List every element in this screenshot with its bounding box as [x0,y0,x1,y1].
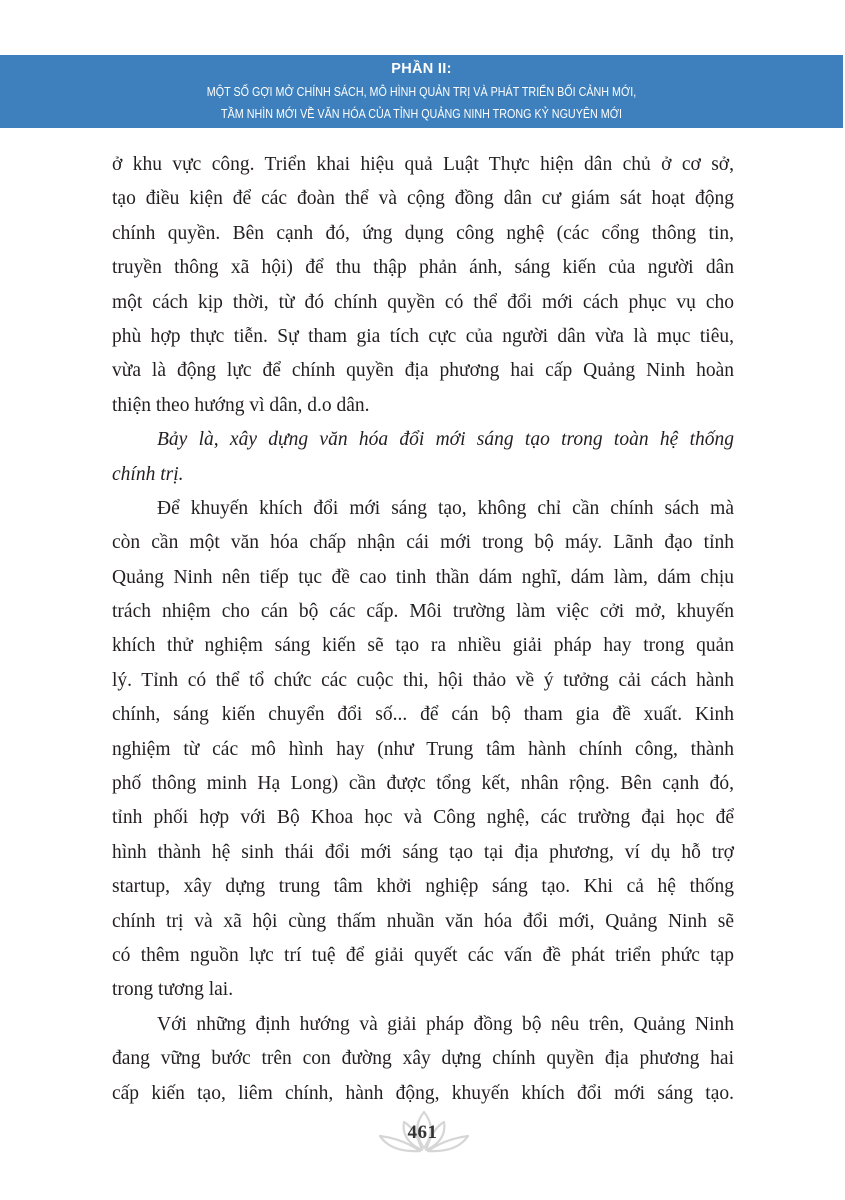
text-line: Để khuyến khích đổi mới sáng tạo, không chỉ cần chính sách mà [157,497,734,519]
text-line: ở khu vực công. Triển khai hiệu quả Luật Thực hiện dân chủ ở cơ sở, [112,154,734,175]
text-line: lý. Tỉnh có thể tổ chức các cuộc thi, hội thảo về ý tưởng cải cách hành [112,669,734,691]
text-line: cấp kiến tạo, liêm chính, hành động, khuyến khích đổi mới sáng tạo. [112,1082,734,1104]
text-line: khích thử nghiệm sáng kiến sẽ tạo ra nhiều giải pháp hay trong quản [112,635,734,657]
text-line: một cách kịp thời, từ đó chính quyền có thể đổi mới cách phục vụ cho [112,291,734,313]
text-line: chính trị và xã hội cùng thấm nhuần văn hóa đổi mới, Quảng Ninh sẽ [112,910,734,932]
text-line: Quảng Ninh nên tiếp tục đề cao tinh thần dám nghĩ, dám làm, dám chịu [112,566,734,588]
page-number: 461 [407,1122,438,1143]
text-line: trong tương lai. [112,979,234,1001]
part-subtitle-line-2: TẦM NHÌN MỚI VỀ VĂN HÓA CỦA TỈNH QUẢNG NINH TRONG KỶ NGUYÊN MỚI [221,107,622,121]
text-line: truyền thông xã hội) để thu thập phản ánh, sáng kiến của người dân [112,257,734,279]
text-line: tỉnh phối hợp với Bộ Khoa học và Công nghệ, các trường đại học để [112,807,734,829]
text-line: Bảy là, xây dựng văn hóa đổi mới sáng tạo trong toàn hệ thống [157,429,734,451]
text-line: startup, xây dựng trung tâm khởi nghiệp sáng tạo. Khi cả hệ thống [112,876,734,898]
text-line: thiện theo hướng vì dân, d.o dân. [112,394,370,416]
text-line: phố thông minh Hạ Long) cần được tổng kết, nhân rộng. Bên cạnh đó, [112,773,734,795]
paragraph [112,1008,734,1111]
part-title: PHẦN II: [391,61,452,77]
page-footer [0,1100,845,1160]
text-line: còn cần một văn hóa chấp nhận cái mới trong bộ máy. Lãnh đạo tỉnh [112,532,734,554]
text-line: nghiệm từ các mô hình hay (như Trung tâm hành chính công, thành [112,738,734,760]
paragraph [112,148,734,423]
text-line: chính trị. [112,463,184,485]
text-line: chính, sáng kiến chuyển đổi số... để cán bộ tham gia đề xuất. Kinh [112,704,734,726]
italic-heading-paragraph [112,423,734,492]
paragraph [112,492,734,1008]
chapter-header-band [0,55,843,128]
text-line: trách nhiệm cho cán bộ các cấp. Môi trường làm việc cởi mở, khuyến [112,601,734,623]
text-line: có thêm nguồn lực trí tuệ để giải quyết các vấn đề phát triển phức tạp [112,944,734,966]
part-subtitle-line-1: MỘT SỐ GỢI MỞ CHÍNH SÁCH, MÔ HÌNH QUẢN TRỊ VÀ PHÁT TRIỂN BỐI CẢNH MỚI, [206,85,637,99]
text-line: vừa là động lực để chính quyền địa phương hai cấp Quảng Ninh hoàn [112,360,734,382]
text-line: phù hợp thực tiễn. Sự tham gia tích cực của người dân vừa là mục tiêu, [112,325,734,347]
text-line: tạo điều kiện để các đoàn thể và cộng đồng dân cư giám sát hoạt động [112,188,734,210]
text-line: Với những định hướng và giải pháp đồng bộ nêu trên, Quảng Ninh [157,1013,734,1035]
text-line: hình thành hệ sinh thái đổi mới sáng tạo tại địa phương, ví dụ hỗ trợ [112,841,734,863]
body-text [112,148,734,1111]
text-line: đang vững bước trên con đường xây dựng chính quyền địa phương hai [112,1048,734,1070]
text-line: chính quyền. Bên cạnh đó, ứng dụng công nghệ (các cổng thông tin, [112,222,734,244]
